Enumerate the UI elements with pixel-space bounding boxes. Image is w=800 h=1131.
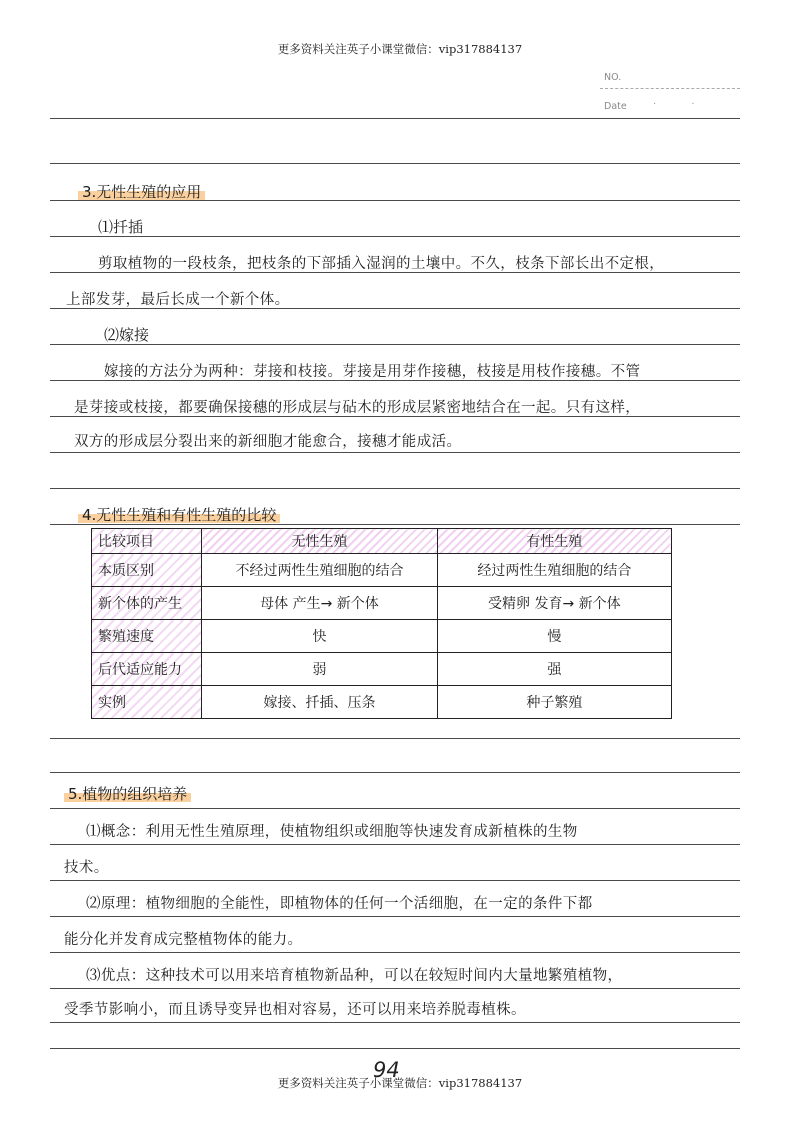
- table-cell: 嫁接、扦插、压条: [202, 686, 437, 719]
- table-header-row: [92, 529, 672, 554]
- table-cell: 强: [437, 653, 671, 686]
- table-row: [92, 554, 672, 587]
- page-number: 94: [373, 1058, 400, 1082]
- table-cell: 慢: [437, 620, 671, 653]
- table-row-label: 后代适应能力: [92, 653, 202, 686]
- section5-line-5: ⑶优点：这种技术可以用来培育植物新品种，可以在较短时间内大量地繁殖植物，: [86, 968, 623, 984]
- comparison-table: [91, 528, 672, 719]
- header-date-label: Date: [604, 101, 627, 112]
- table-row-label: 实例: [92, 686, 202, 719]
- section3-sub2-line-2: 是芽接或枝接，都要确保接穗的形成层与砧木的形成层紧密地结合在一起。只有这样，: [74, 400, 641, 416]
- table-row-label: 本质区别: [92, 554, 202, 587]
- section3-sub1: ⑴扦插: [98, 218, 144, 236]
- table-cell: 不经过两性生殖细胞的结合: [202, 554, 437, 587]
- table-row: [92, 653, 672, 686]
- table-cell: 快: [202, 620, 437, 653]
- table-row-label: 新个体的产生: [92, 587, 202, 620]
- table-row: [92, 587, 672, 620]
- section4-title: 4.无性生殖和有性生殖的比较: [78, 504, 280, 525]
- table-cell: 弱: [202, 653, 437, 686]
- section3-sub1-line-2: 上部发芽，最后长成一个新个体。: [66, 292, 290, 308]
- table-cell: 经过两性生殖细胞的结合: [437, 554, 671, 587]
- watermark-top: 更多资料关注英子小课堂微信：vip317884137: [277, 42, 523, 56]
- table-row: [92, 686, 672, 719]
- section5-title: 5.植物的组织培养: [64, 783, 191, 804]
- section3-sub1-line-1: 剪取植物的一段枝条，把枝条的下部插入湿润的土壤中。不久，枝条下部长出不定根，: [98, 256, 665, 272]
- header-no-label: NO.: [604, 72, 622, 83]
- table-header-item: 比较项目: [92, 529, 202, 554]
- table-header-asexual: 无性生殖: [202, 529, 437, 554]
- table-cell: 受精卵 发育→ 新个体: [437, 587, 671, 620]
- section5-line-1: ⑴概念：利用无性生殖原理，使植物组织或细胞等快速发育成新植株的生物: [86, 824, 578, 840]
- table-cell: 种子繁殖: [437, 686, 671, 719]
- table-header-sexual: 有性生殖: [437, 529, 671, 554]
- section3-sub2: ⑵嫁接: [104, 326, 150, 344]
- table-row: [92, 620, 672, 653]
- section5-line-4: 能分化并发育成完整植物体的能力。: [64, 932, 303, 948]
- table-row-label: 繁殖速度: [92, 620, 202, 653]
- section3-sub2-line-3: 双方的形成层分裂出来的新细胞才能愈合，接穗才能成活。: [74, 434, 462, 450]
- header-date-dots: · ·: [653, 99, 711, 110]
- section5-line-3: ⑵原理：植物细胞的全能性，即植物体的任何一个活细胞，在一定的条件下都: [86, 896, 593, 912]
- watermark-bottom: 更多资料关注英子小课堂微信：vip317884137: [277, 1076, 523, 1090]
- section5-line-2: 技术。: [64, 860, 109, 876]
- section5-line-6: 受季节影响小，而且诱导变异也相对容易，还可以用来培养脱毒植株。: [64, 1002, 526, 1018]
- section3-title: 3.无性生殖的应用: [78, 181, 205, 202]
- section3-sub2-line-1: 嫁接的方法分为两种：芽接和枝接。芽接是用芽作接穗，枝接是用枝作接穗。不管: [104, 364, 641, 380]
- table-cell: 母体 产生→ 新个体: [202, 587, 437, 620]
